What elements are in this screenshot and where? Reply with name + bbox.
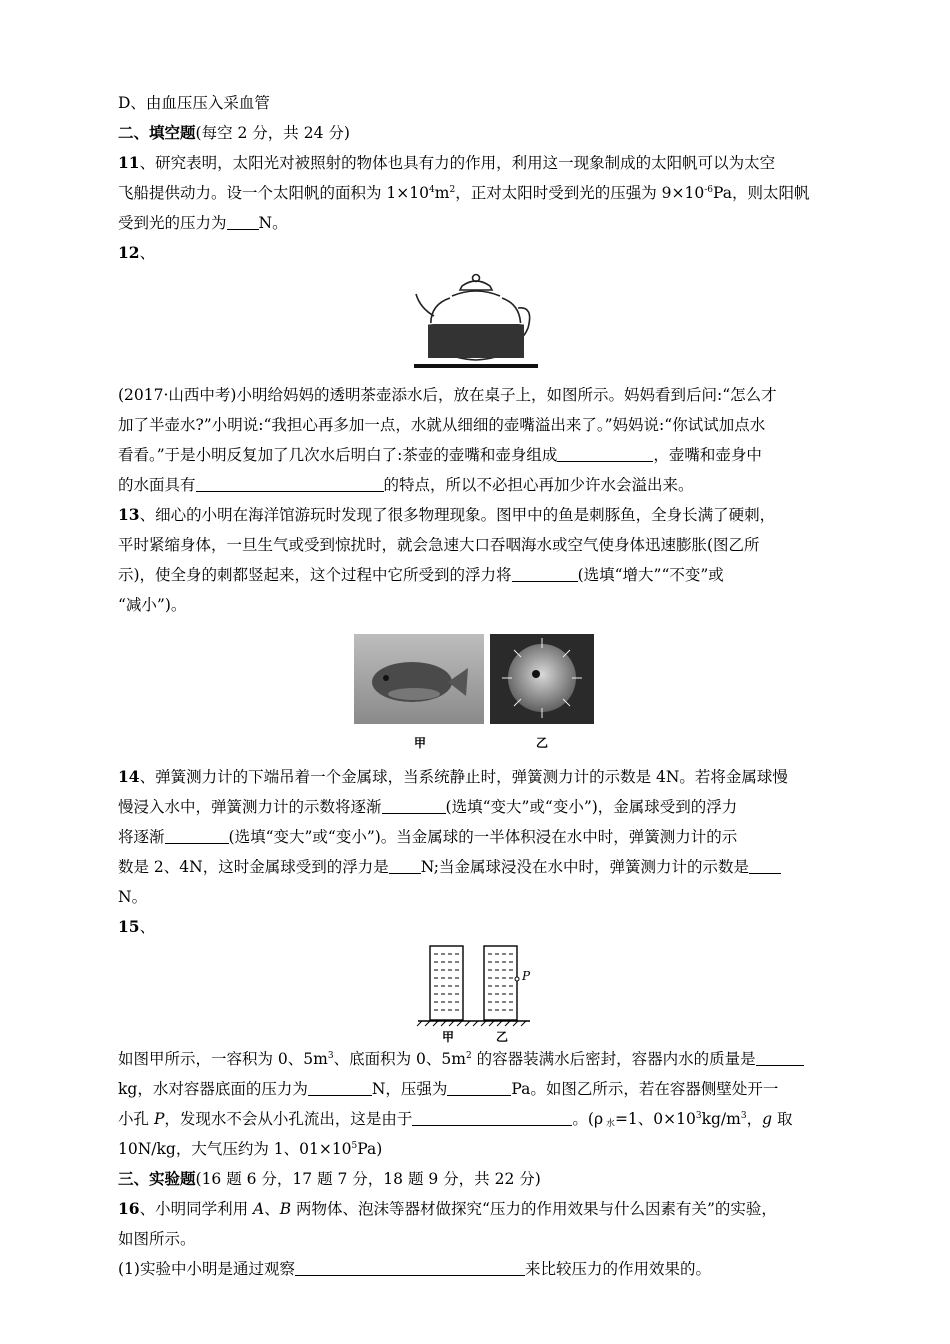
q11-number: 11 bbox=[118, 153, 140, 172]
q11-line3: 受到光的压力为 N。 bbox=[118, 214, 288, 232]
q15-blank-2[interactable] bbox=[308, 1078, 372, 1096]
fig-caption-yi-2: 乙 bbox=[496, 1030, 509, 1044]
q14-number: 14 bbox=[118, 767, 140, 786]
teapot-figure bbox=[118, 268, 833, 380]
q16-line2: 如图所示。 bbox=[118, 1230, 196, 1248]
q12-header: 12、 bbox=[118, 243, 156, 262]
q14-blank-2[interactable] bbox=[165, 826, 229, 844]
q13-line2: 平时紧缩身体，一旦生气或受到惊扰时，就会急速大口吞咽海水或空气使身体迅速膨胀(图乙所 bbox=[118, 536, 760, 554]
q16-line3: (1)实验中小明是通过观察 来比较压力的作用效果的。 bbox=[118, 1260, 711, 1278]
q14-line1: 14、弹簧测力计的下端吊着一个金属球，当系统静止时，弹簧测力计的示数是 4N。若将金属球慢 bbox=[118, 767, 788, 786]
q13-number: 13 bbox=[118, 505, 140, 524]
q15-number: 15 bbox=[118, 917, 140, 936]
q12-line3: 看看。”于是小明反复加了几次水后明白了:茶壶的壶嘴和壶身组成 ，壶嘴和壶身中 bbox=[118, 446, 762, 464]
q13-blank[interactable] bbox=[512, 564, 578, 582]
fig-caption-yi: 乙 bbox=[536, 736, 549, 750]
q11-blank[interactable] bbox=[227, 212, 259, 230]
q14-blank-1[interactable] bbox=[382, 796, 446, 814]
teapot-illustration bbox=[118, 268, 833, 380]
q15-line3: 小孔 P，发现水不会从小孔流出，这是由于 。(ρ $_水$=1、$0\times 10^3kg/m^3$，g 取 bbox=[118, 1110, 793, 1129]
q15-header: 15、 bbox=[118, 917, 156, 936]
containers-illustration bbox=[118, 942, 833, 1044]
q14-blank-4[interactable] bbox=[749, 856, 781, 874]
q12-line4: 的水面具有 的特点，所以不必担心再加少许水会溢出来。 bbox=[118, 476, 694, 494]
section3-heading bbox=[118, 1164, 833, 1194]
section3-note: (16 题 6 分，17 题 7 分，18 题 9 分，共 22 分) bbox=[195, 1170, 541, 1188]
q16-blank[interactable] bbox=[295, 1258, 525, 1276]
section2-note: (每空 2 分，共 24 分) bbox=[195, 124, 350, 142]
q13-line1: 13、细心的小明在海洋馆游玩时发现了很多物理现象。图甲中的鱼是刺豚鱼，全身长满了硬刺， bbox=[118, 505, 776, 524]
q12-line1: (2017·山西中考)小明给妈妈的透明茶壶添水后，放在桌子上，如图所示。妈妈看到后问:“怎么才 bbox=[118, 386, 777, 404]
pufferfish-photos bbox=[118, 620, 833, 762]
section2-heading bbox=[118, 118, 833, 148]
section3-title: 三、实验题 bbox=[118, 1169, 196, 1188]
containers-figure bbox=[118, 942, 833, 1044]
pufferfish-figure bbox=[118, 620, 833, 762]
q15-blank-4[interactable] bbox=[412, 1108, 572, 1126]
q16-line1: 16、小明同学利用 A、B 两物体、泡沫等器材做探究“压力的作用效果与什么因素有关”的实验， bbox=[118, 1199, 777, 1218]
q16-number: 16 bbox=[118, 1199, 140, 1218]
exam-page bbox=[118, 88, 833, 1284]
q15-line2: kg，水对容器底面的压力为 N，压强为 Pa。如图乙所示，若在容器侧壁处开一 bbox=[118, 1080, 779, 1098]
q13-line3: 示)，使全身的刺都竖起来，这个过程中它所受到的浮力将 (选填“增大”“不变”或 bbox=[118, 566, 724, 584]
fig-caption-jia: 甲 bbox=[414, 736, 427, 750]
section2-title: 二、填空题 bbox=[118, 123, 196, 142]
q15-line4: 10N/kg，大气压约为 1、$01\times 10^5Pa$) bbox=[118, 1140, 383, 1158]
q11-line2: 飞船提供动力。设一个太阳帆的面积为 $1\times 10^4m^2$，正对太阳时受到光的压强为 $9\times 10^{-6}Pa$，则太阳帆 bbox=[118, 184, 810, 202]
q12-number: 12 bbox=[118, 243, 140, 262]
hole-label-p: P bbox=[522, 969, 531, 983]
q12-blank-2[interactable] bbox=[196, 474, 384, 492]
q14-line5: N。 bbox=[118, 888, 148, 906]
q14-blank-3[interactable] bbox=[389, 856, 421, 874]
q14-line3: 将逐渐 (选填“变大”或“变小”)。当金属球的一半体积浸在水中时，弹簧测力计的示 bbox=[118, 828, 738, 846]
q14-line4: 数是 2、4N，这时金属球受到的浮力是 N;当金属球浸没在水中时，弹簧测力计的示数是 bbox=[118, 852, 833, 882]
q12-line2: 加了半壶水?”小明说:“我担心再多加一点，水就从细细的壶嘴溢出来了。”妈妈说:“你试试加点水 bbox=[118, 416, 766, 434]
q10-option-d: D、由血压压入采血管 bbox=[118, 94, 270, 112]
q12-blank-1[interactable] bbox=[557, 444, 653, 462]
q15-blank-1[interactable] bbox=[756, 1048, 804, 1066]
fig-caption-jia-2: 甲 bbox=[442, 1030, 455, 1044]
q11-line1: 11、研究表明，太阳光对被照射的物体也具有力的作用，利用这一现象制成的太阳帆可以为太空 bbox=[118, 153, 776, 172]
q13-line4: “减小”)。 bbox=[118, 596, 187, 614]
q14-line2: 慢浸入水中，弹簧测力计的示数将逐渐 (选填“变大”或“变小”)，金属球受到的浮力 bbox=[118, 798, 738, 816]
q15-line1: 如图甲所示，一容积为 0、$5m^3$、底面积为 0、$5m^2$ 的容器装满水后密封，容器内水的质量是 bbox=[118, 1044, 833, 1074]
q15-blank-3[interactable] bbox=[447, 1078, 511, 1096]
